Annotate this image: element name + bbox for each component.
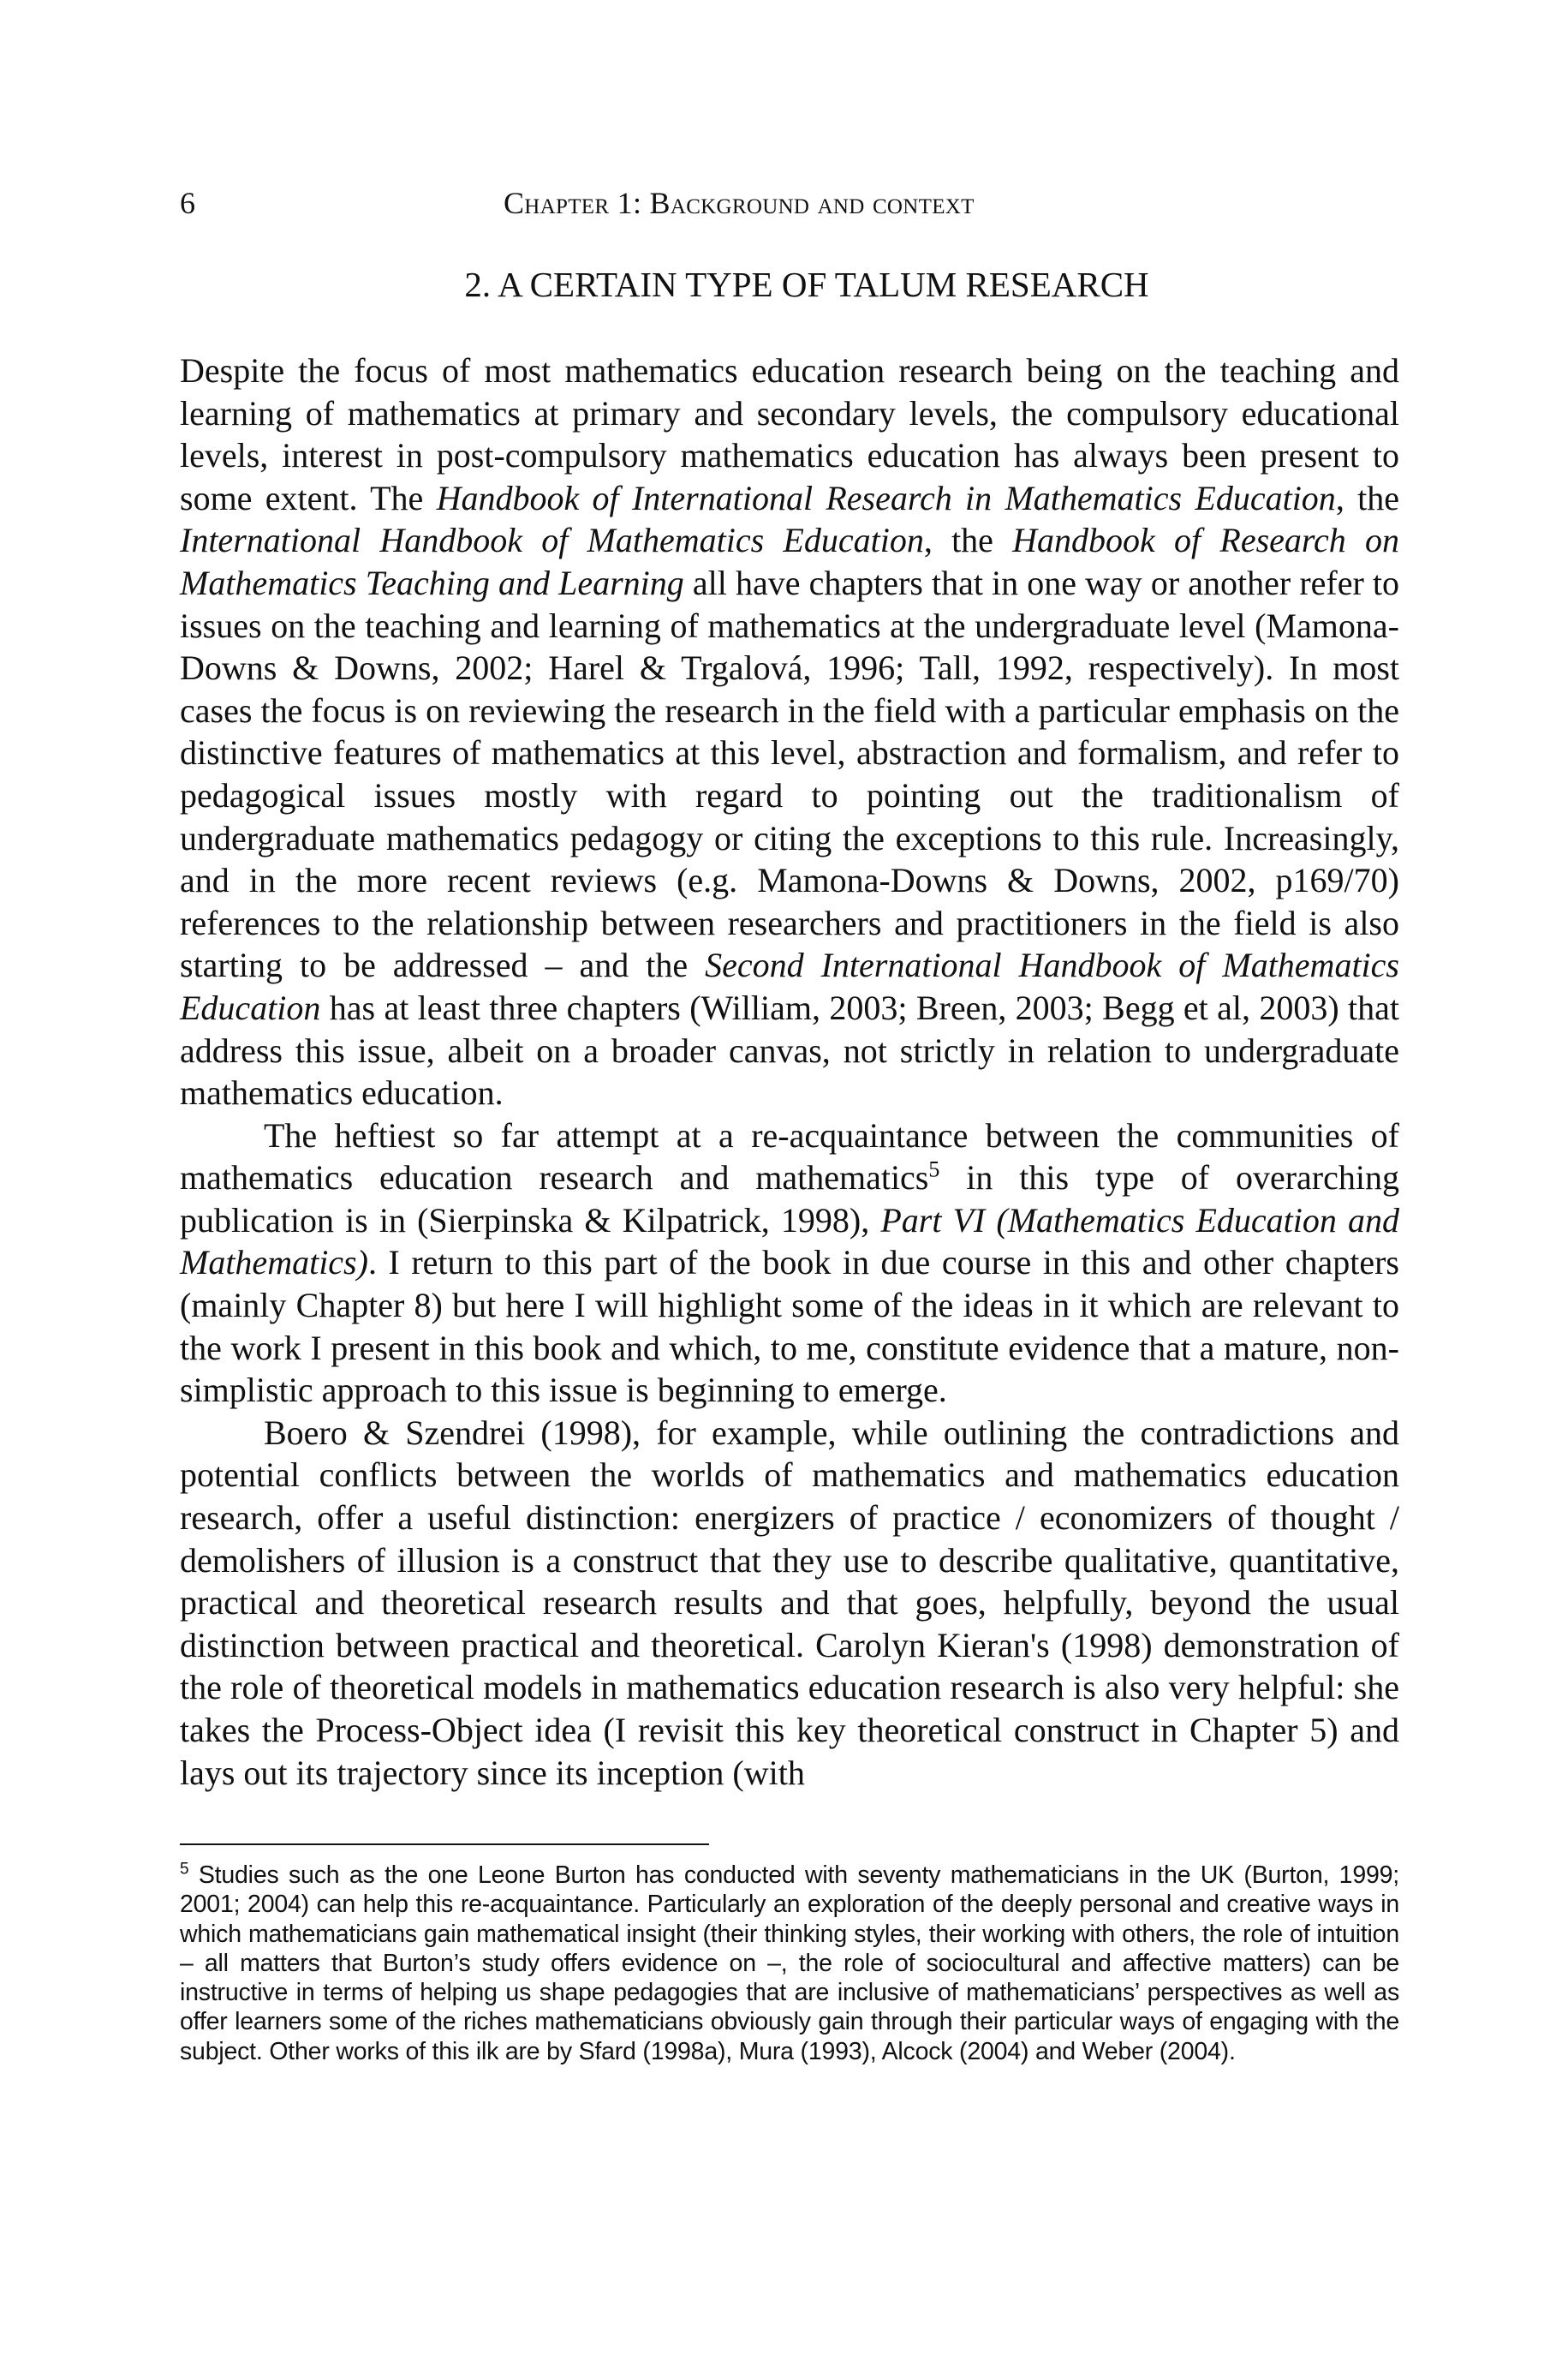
paragraph (180, 1412, 1399, 1794)
italic-title: Second International Handbook of Mathematics Education (180, 946, 1399, 1027)
footnote-marker: 5 (180, 1860, 189, 1879)
italic-title: Handbook of Research on Mathematics Teaching and Learning (180, 521, 1399, 602)
text-run: in this type of overarching publication is in (Sierpinska & Kilpatrick, 1998), (180, 1158, 1399, 1240)
body-text (180, 350, 1399, 1794)
footnote (180, 1861, 1399, 2066)
paragraph (180, 350, 1399, 1114)
italic-title: Handbook of International Research in Mathematics Education (436, 478, 1336, 517)
footnote-reference: 5 (928, 1156, 940, 1182)
footnote-divider (180, 1843, 709, 1845)
running-head (180, 182, 1396, 224)
section-heading: 2. A CERTAIN TYPE OF TALUM RESEARCH (464, 265, 1149, 304)
text-run: The heftiest so far attempt at a re-acquaintance between the communities of mathematics education research and mathematics (180, 1115, 1399, 1198)
text-run: all have chapters that in one way or another refer to issues on the teaching and learning of mathematics at the undergraduate level (Mamona-Downs & Downs, 2002; Harel & Trgalová, 1996; Tall, 1992, respectively). In most cases the focus is on reviewing the research in the field with a particular emphasis on the distinctive features of mathematics at this level, abstraction and formalism, and refer to pedagogical issues mostly with regard to pointing out the traditionalism of undergraduate mathematics pedagogy or citing the exceptions to this rule. Increasingly, and in the more recent reviews (e.g. Mamona-Downs & Downs, 2002, p169/70) references to the relationship between researchers and practitioners in the field is also starting to be addressed – and the (180, 563, 1399, 985)
italic-title: International Handbook of Mathematics Education (180, 521, 924, 560)
chapter-title: Chapter 1: Background and context (504, 186, 975, 220)
footnote-text: Studies such as the one Leone Burton has conducted with seventy mathematicians in the UK (Burton, 1999; 2001; 2004) can help this re-acquaintance. Particularly an exploration of the deeply personal and creative ways in which mathematicians gain mathematical insight (their thinking styles, their working with others, the role of intuition – all matters that Burton’s study offers evidence on –, the role of sociocultural and affective matters) can be instructive in terms of helping us shape pedagogies that are inclusive of mathematicians’ perspectives as well as offer learners some of the riches mathematicians obviously gain through their particular ways of engaging with the subject. Other works of this ilk are by Sfard (1998a), Mura (1993), Alcock (2004) and Weber (2004). (180, 1861, 1399, 2065)
text-run: . I return to this part of the book in due course in this and other chapters (mainly Chapter 8) but here I will highlight some of the ideas in it which are relevant to the work I present in this book and which, to me, constitute evidence that a mature, non-simplistic approach to this issue is beginning to emerge. (180, 1243, 1399, 1410)
page-number: 6 (180, 186, 195, 220)
italic-title: Part VI (Mathematics Education and Mathematics) (180, 1200, 1399, 1282)
text-run: Despite the focus of most mathematics education research being on the teaching and learning of mathematics at primary and secondary levels, the compulsory educational levels, interest in post-compulsory mathematics education has always been present to some extent. The (180, 351, 1399, 517)
text-run: Boero & Szendrei (1998), for example, while outlining the contradictions and potential conflicts between the worlds of mathematics and mathematics education research, offer a useful distinction: energizers of practice / economizers of thought / demolishers of illusion is a construct that they use to describe qualitative, quantitative, practical and theoretical research results and that goes, helpfully, beyond the usual distinction between practical and theoretical. Carolyn Kieran's (1998) demonstration of the role of theoretical models in mathematics education research is also very helpful: she takes the Process-Object idea (I revisit this key theoretical construct in Chapter 5) and lays out its trajectory since its inception (with (180, 1413, 1399, 1792)
paragraph (180, 1114, 1399, 1412)
text-run: has at least three chapters (William, 2003; Breen, 2003; Begg et al, 2003) that address this issue, albeit on a broader canvas, not strictly in relation to undergraduate mathematics education. (180, 988, 1399, 1113)
text-run: , the (1335, 478, 1399, 517)
text-run: , the (923, 521, 1013, 560)
